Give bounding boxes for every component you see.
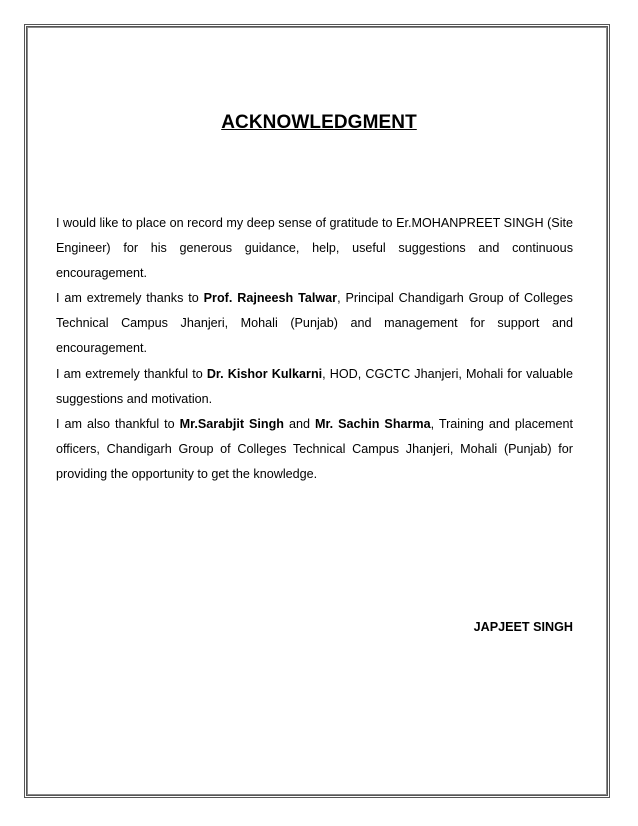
paragraph-text: , Training and placement officers, Chandigarh Group of Colleges Technical Campus Jhanjeri, Mohali (Punjab) for providing the opportunity to get the knowledge. xyxy=(56,417,573,481)
paragraph-text: , Principal Chandigarh Group of Colleges Technical Campus Jhanjeri, Mohali (Punjab) and management for support and encouragement. xyxy=(56,291,573,355)
person-name: Mr. Sachin Sharma xyxy=(314,417,431,431)
paragraph-text: I am also thankful to xyxy=(56,417,180,431)
page-title: ACKNOWLEDGMENT xyxy=(221,112,417,133)
paragraph-principal xyxy=(56,286,573,361)
person-name: Prof. Rajneesh Talwar xyxy=(203,291,338,305)
person-name: Mr.Sarabjit Singh xyxy=(179,417,284,431)
paragraph-text: I would like to place on record my deep sense of gratitude to Er.MOHANPREET SINGH (Site Engineer) for his generous guidance, help, useful suggestions and continuous encouragement. xyxy=(56,216,573,280)
paragraph-text: I am extremely thanks to xyxy=(56,291,204,305)
paragraph-text: I am extremely thankful to xyxy=(56,367,207,381)
signature-name: JAPJEET SINGH xyxy=(473,620,573,634)
paragraph-hod xyxy=(56,362,573,412)
paragraph-text: and xyxy=(283,417,315,431)
paragraph-text: , HOD, CGCTC Jhanjeri, Mohali for valuable suggestions and motivation. xyxy=(56,367,573,406)
paragraph-gratitude xyxy=(56,211,573,286)
paragraph-training-officers xyxy=(56,412,573,487)
person-name: Dr. Kishor Kulkarni xyxy=(206,367,323,381)
